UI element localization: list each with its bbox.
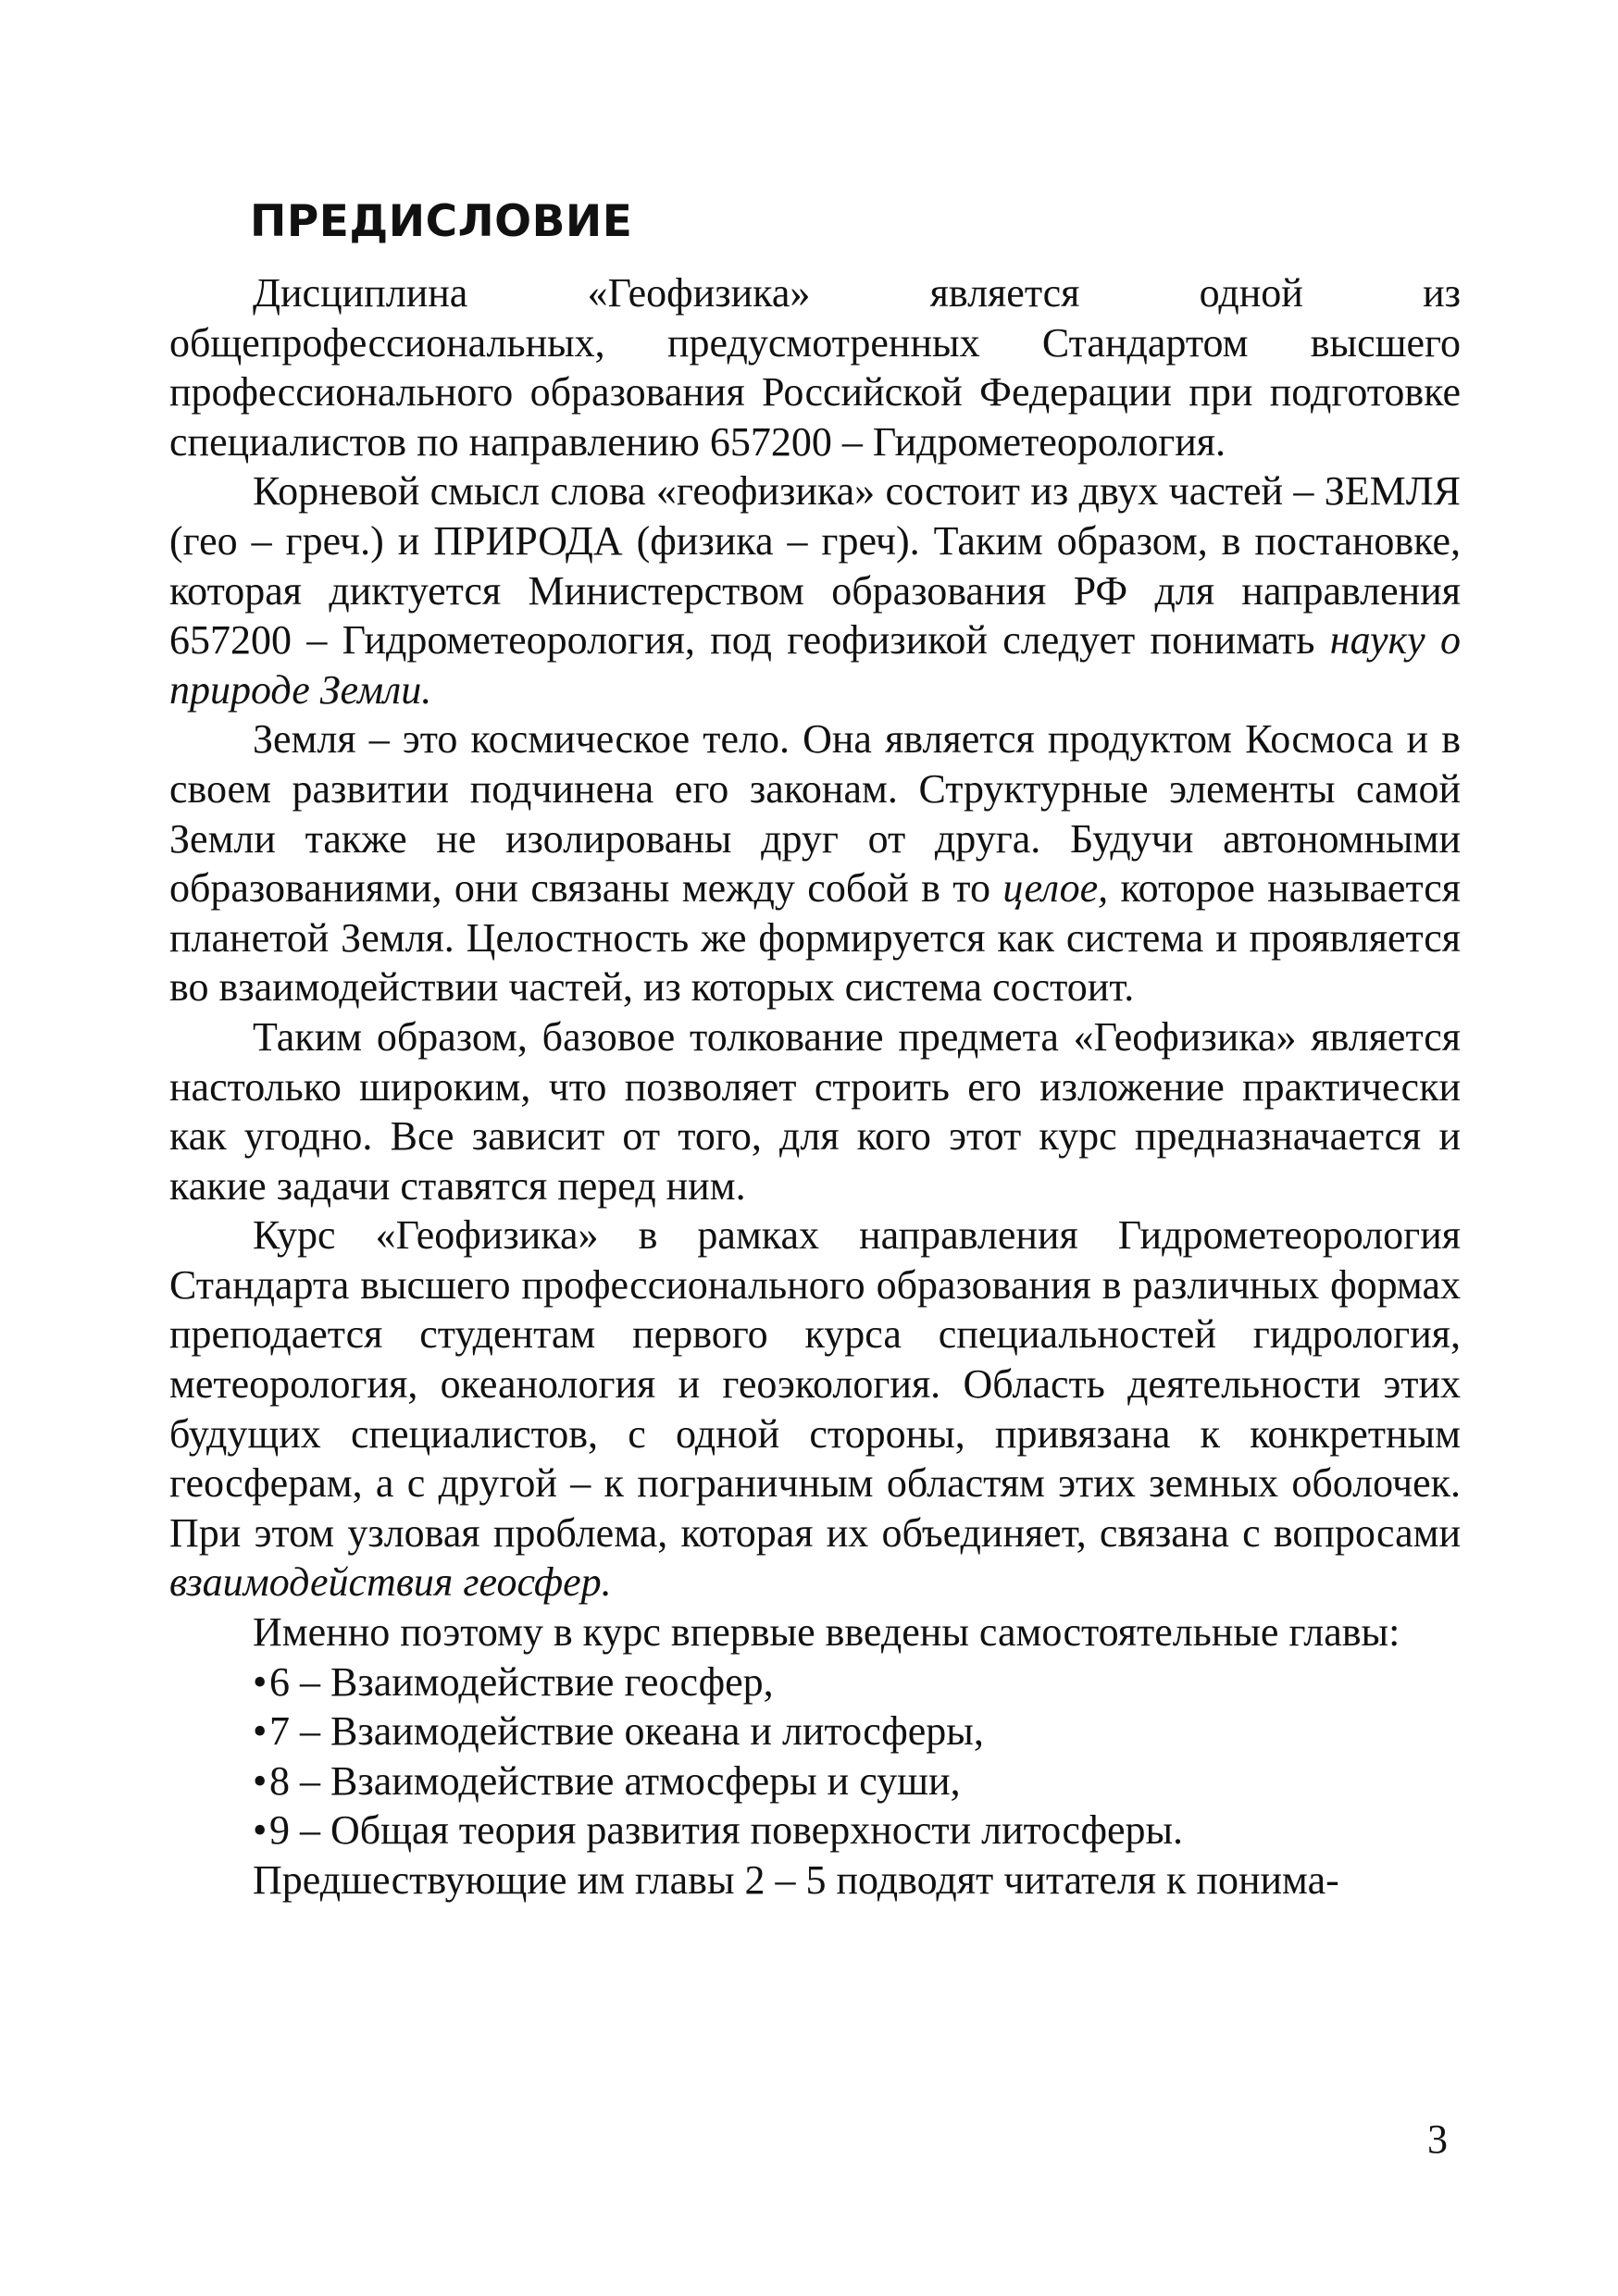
chapter-list-text: 8 – Взаимодействие атмосферы и суши, — [269, 1757, 961, 1804]
italic-phrase: целое, — [1002, 865, 1109, 912]
chapter-list-item — [253, 1657, 1461, 1707]
text-run: Корневой смысл слова «геофизика» состоит из двух частей – ЗЕМЛЯ (гео – греч.) и ПРИРОДА (физика – греч). Таким образом, в постановке, которая диктуется Министерством образования РФ для направления 657200 – Гидрометеорология, под геофизикой следует понимать — [169, 468, 1461, 664]
chapter-list-text: 6 – Взаимодействие геосфер, — [269, 1658, 774, 1705]
paragraph — [169, 268, 1461, 466]
paragraphs-container — [169, 268, 1461, 1657]
chapter-list — [169, 1657, 1461, 1855]
chapter-list-item — [253, 1806, 1461, 1855]
paragraph — [169, 1210, 1461, 1607]
chapter-list-item — [253, 1706, 1461, 1756]
text-run: Земля – это космическое тело. Она является продуктом Космоса и в своем развитии подчинена его законам. Структурные элементы самой Земли также не изолированы друг от друга. Будучи автономными образованиями, они связаны между собой в то — [169, 716, 1461, 912]
chapter-list-text: 9 – Общая теория развития поверхности литосферы. — [269, 1807, 1184, 1854]
bullet-icon: • — [253, 1807, 268, 1854]
paragraph — [169, 466, 1461, 714]
page-heading: ПРЕДИСЛОВИЕ — [250, 196, 633, 247]
chapter-list-item — [253, 1756, 1461, 1806]
body-text — [169, 268, 1461, 1905]
bullet-icon: • — [253, 1658, 268, 1705]
italic-phrase: взаимодействия геосфер. — [169, 1559, 612, 1606]
paragraph — [169, 714, 1461, 1012]
chapter-list-text: 7 – Взаимодействие океана и литосферы, — [269, 1708, 984, 1755]
text-run: Именно поэтому в курс впервые введены самостоятельные главы: — [253, 1609, 1400, 1656]
text-run: которое называется планетой Земля. Целостность же формируется как система и проявляется во взаимодействии частей, из которых система состоит. — [169, 865, 1461, 1011]
closing-paragraph: Предшествующие им главы 2 – 5 подводят читателя к понима- — [253, 1857, 1339, 1903]
page-number: 3 — [1427, 2116, 1448, 2162]
paragraph — [169, 1012, 1461, 1210]
text-run: Таким образом, базовое толкование предмета «Геофизика» является настолько широким, что позволяет строить его изложение практически как угодно. Все зависит от того, для кого этот курс предназначается и какие задачи ставятся перед ним. — [169, 1013, 1461, 1209]
italic-phrase: науку о природе Земли. — [169, 617, 1462, 713]
paragraph — [169, 1607, 1461, 1657]
text-run: Дисциплина «Геофизика» является одной из общепрофессиональных, предусмотренных Стандартом высшего профессионального образования Российской Федерации при подготовке специалистов по направлению 657200 – Гидрометеорология. — [169, 270, 1461, 465]
text-run: Курс «Геофизика» в рамках направления Гидрометеорология Стандарта высшего профессионального образования в различных формах преподается студентам первого курса специальностей гидрология, метеорология, океанология и геоэкология. Область деятельности этих будущих специалистов, с одной стороны, привязана к конкретным геосферам, а с другой – к пограничным областям этих земных оболочек. При этом узловая проблема, которая их объединяет, связана с вопросами — [169, 1212, 1461, 1556]
bullet-icon: • — [253, 1757, 268, 1804]
bullet-icon: • — [253, 1708, 268, 1755]
